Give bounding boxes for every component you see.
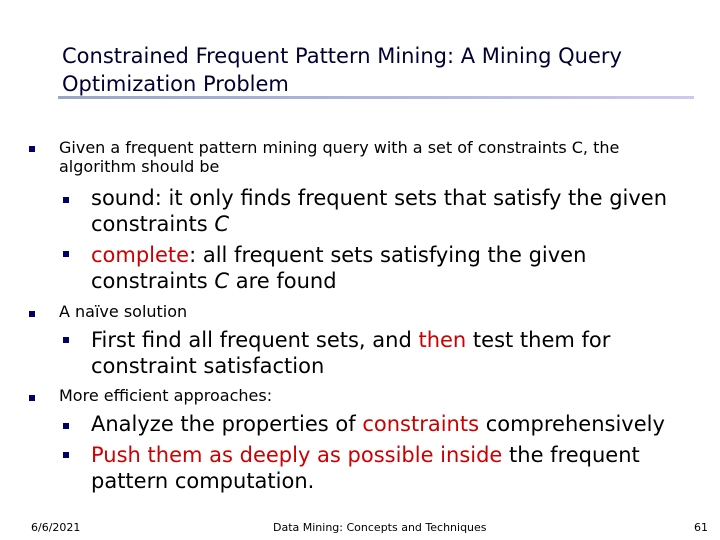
bullet-1-line-1: Given a frequent pattern mining query with a set of constraints C, the [59, 138, 620, 157]
bullet-3-line-1: More efficient approaches: [59, 386, 273, 405]
sub-bullet-marker [63, 452, 69, 458]
bullet-marker [29, 311, 35, 317]
bullet-2-sub-1-line-1 [91, 327, 701, 353]
bullet-2-sub-1-text-a: First find all frequent sets, and [91, 328, 419, 352]
sub-1-line-2-prefix: constraints [91, 212, 215, 236]
sub-bullet-marker [63, 197, 69, 203]
bullet-3-sub-1-text-b: comprehensively [479, 412, 665, 436]
bullet-3-sub-2 [91, 442, 701, 494]
bullet-marker [29, 146, 35, 152]
sub-2-line-2 [91, 268, 701, 294]
slide-title [62, 42, 682, 98]
sub-1-line-2 [91, 211, 701, 237]
bullet-1-line-2: algorithm should be [59, 157, 220, 176]
bullet-3-sub-1 [91, 411, 701, 437]
bullet-3-text [59, 386, 699, 405]
sub-bullet-marker [63, 251, 69, 257]
title-line-2: Optimization Problem [62, 72, 289, 96]
bullet-2-text [59, 302, 699, 321]
bullet-2-sub-1-line-2: constraint satisfaction [91, 354, 325, 378]
bullet-3-sub-2-rest: the frequent [502, 443, 640, 467]
sub-2-line-1 [91, 242, 701, 268]
sub-2-line-2-prefix: constraints [91, 269, 215, 293]
highlight-constraints: constraints [362, 412, 480, 436]
sub-bullet-marker [63, 423, 69, 429]
sub-2-line-1-rest: : all frequent sets satisfying the given [189, 243, 587, 267]
constraint-variable: C [214, 269, 230, 293]
highlight-push: Push them as deeply as possible inside [91, 443, 503, 467]
bullet-3-sub-2-line-2: pattern computation. [91, 469, 315, 493]
sub-bullet-marker [63, 337, 69, 343]
title-underline [58, 96, 694, 99]
bullet-2-sub-1 [91, 327, 701, 379]
bullet-1-sub-1 [91, 185, 701, 237]
title-line-1: Constrained Frequent Pattern Mining: A Mining Query [62, 44, 622, 68]
footer-title: Data Mining: Concepts and Techniques [273, 521, 487, 534]
bullet-3-sub-1-line [91, 411, 701, 437]
bullet-3-sub-2-line-1 [91, 442, 701, 468]
sub-1-line-1: sound: it only finds frequent sets that satisfy the given [91, 186, 668, 210]
bullet-1-text [59, 138, 699, 176]
bullet-2-sub-1-text-b: test them for [466, 328, 611, 352]
sub-2-line-2-suffix: are found [229, 269, 337, 293]
bullet-marker [29, 395, 35, 401]
bullet-2-line-1: A naïve solution [59, 302, 188, 321]
bullet-3-sub-1-text-a: Analyze the properties of [91, 412, 363, 436]
highlight-complete: complete [91, 243, 190, 267]
footer-date: 6/6/2021 [31, 521, 81, 534]
highlight-then: then [418, 328, 467, 352]
footer-page-number: 61 [694, 521, 708, 534]
constraint-variable: C [214, 212, 230, 236]
bullet-1-sub-2 [91, 242, 701, 294]
